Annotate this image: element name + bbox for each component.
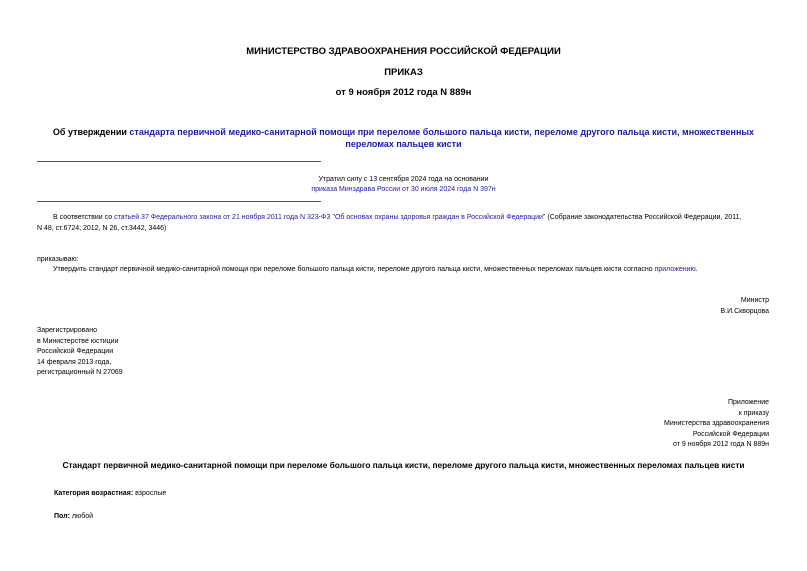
title-prefix: Об утверждении [52, 127, 130, 137]
preamble-line2: N 48, ст.6724; 2012, N 26, ст.3442, 3446) [37, 224, 167, 232]
registration-line: Зарегистрировано [37, 327, 97, 334]
title-link[interactable]: стандарта первичной медико-санитарной помощи при переломе большого пальца кисти, переломе другого пальца кисти, множественных [129, 127, 755, 137]
appendix-link[interactable]: приложению [654, 266, 696, 273]
status-text: Утратил силу с 13 сентября 2024 года на основании [318, 176, 489, 183]
appendix-line: от 9 ноября 2012 года N 889н [673, 441, 769, 448]
divider-top [37, 161, 321, 162]
registration-line: 14 февраля 2013 года, [37, 358, 112, 366]
preamble-suffix: (Собрание законодательства Российской Федерации, 2011, [545, 214, 742, 221]
age-category [54, 490, 166, 497]
divider-bottom [37, 201, 321, 202]
order-text [53, 265, 769, 276]
age-label: Категория возрастная: [54, 490, 134, 497]
signature-name: В.И.Скворцова [720, 307, 769, 315]
doc-date-heading: от 9 ноября 2012 года N 889н [335, 87, 472, 98]
signature-position: Министр [740, 297, 769, 304]
registration-line: регистрационный N 27069 [37, 369, 123, 376]
preamble-law-link[interactable]: статьей 37 Федерального закона от 21 ноября 2011 года N 323-ФЗ "Об основах охраны здоровья граждан в Российской Федерации" [114, 214, 546, 221]
title-link-cont[interactable]: переломах пальцев кисти [345, 139, 462, 149]
signature-block [721, 296, 770, 317]
status-note [0, 175, 807, 195]
sex-value: любой [69, 513, 94, 520]
appendix-line: Российской Федерации [692, 430, 769, 438]
appendix-line: Приложение [727, 399, 769, 406]
registration-block [37, 326, 123, 379]
registration-line: в Министерстве юстиции [37, 337, 119, 345]
order-end: . [695, 266, 698, 273]
preamble [37, 213, 769, 234]
age-value: взрослые [133, 490, 167, 497]
status-link[interactable]: приказа Минздрава России от 30 июля 2024 года N 397н [311, 186, 496, 193]
appendix-line: Министерства здравоохранения [664, 420, 769, 427]
ministry-heading: МИНИСТЕРСТВО ЗДРАВООХРАНЕНИЯ РОССИЙСКОЙ ФЕДЕРАЦИИ [246, 46, 561, 57]
sex-category [54, 513, 93, 520]
order-title [0, 126, 807, 150]
order-body: Утвердить стандарт первичной медико-санитарной помощи при переломе большого пальца кисти, переломе другого пальца кисти, множественных переломах пальцев кисти согласно [53, 266, 655, 273]
standard-title: Стандарт первичной медико-санитарной помощи при переломе большого пальца кисти, переломе другого пальца кисти, множественных переломах пальцев кисти [62, 460, 745, 470]
sex-label: Пол: [54, 513, 70, 520]
doc-type-heading: ПРИКАЗ [384, 67, 423, 78]
appendix-block [664, 398, 769, 451]
registration-line: Российской Федерации [37, 348, 114, 355]
preamble-prefix: В соответствии со [53, 214, 115, 221]
order-label: приказываю: [37, 256, 79, 263]
appendix-line: к приказу [738, 409, 769, 417]
